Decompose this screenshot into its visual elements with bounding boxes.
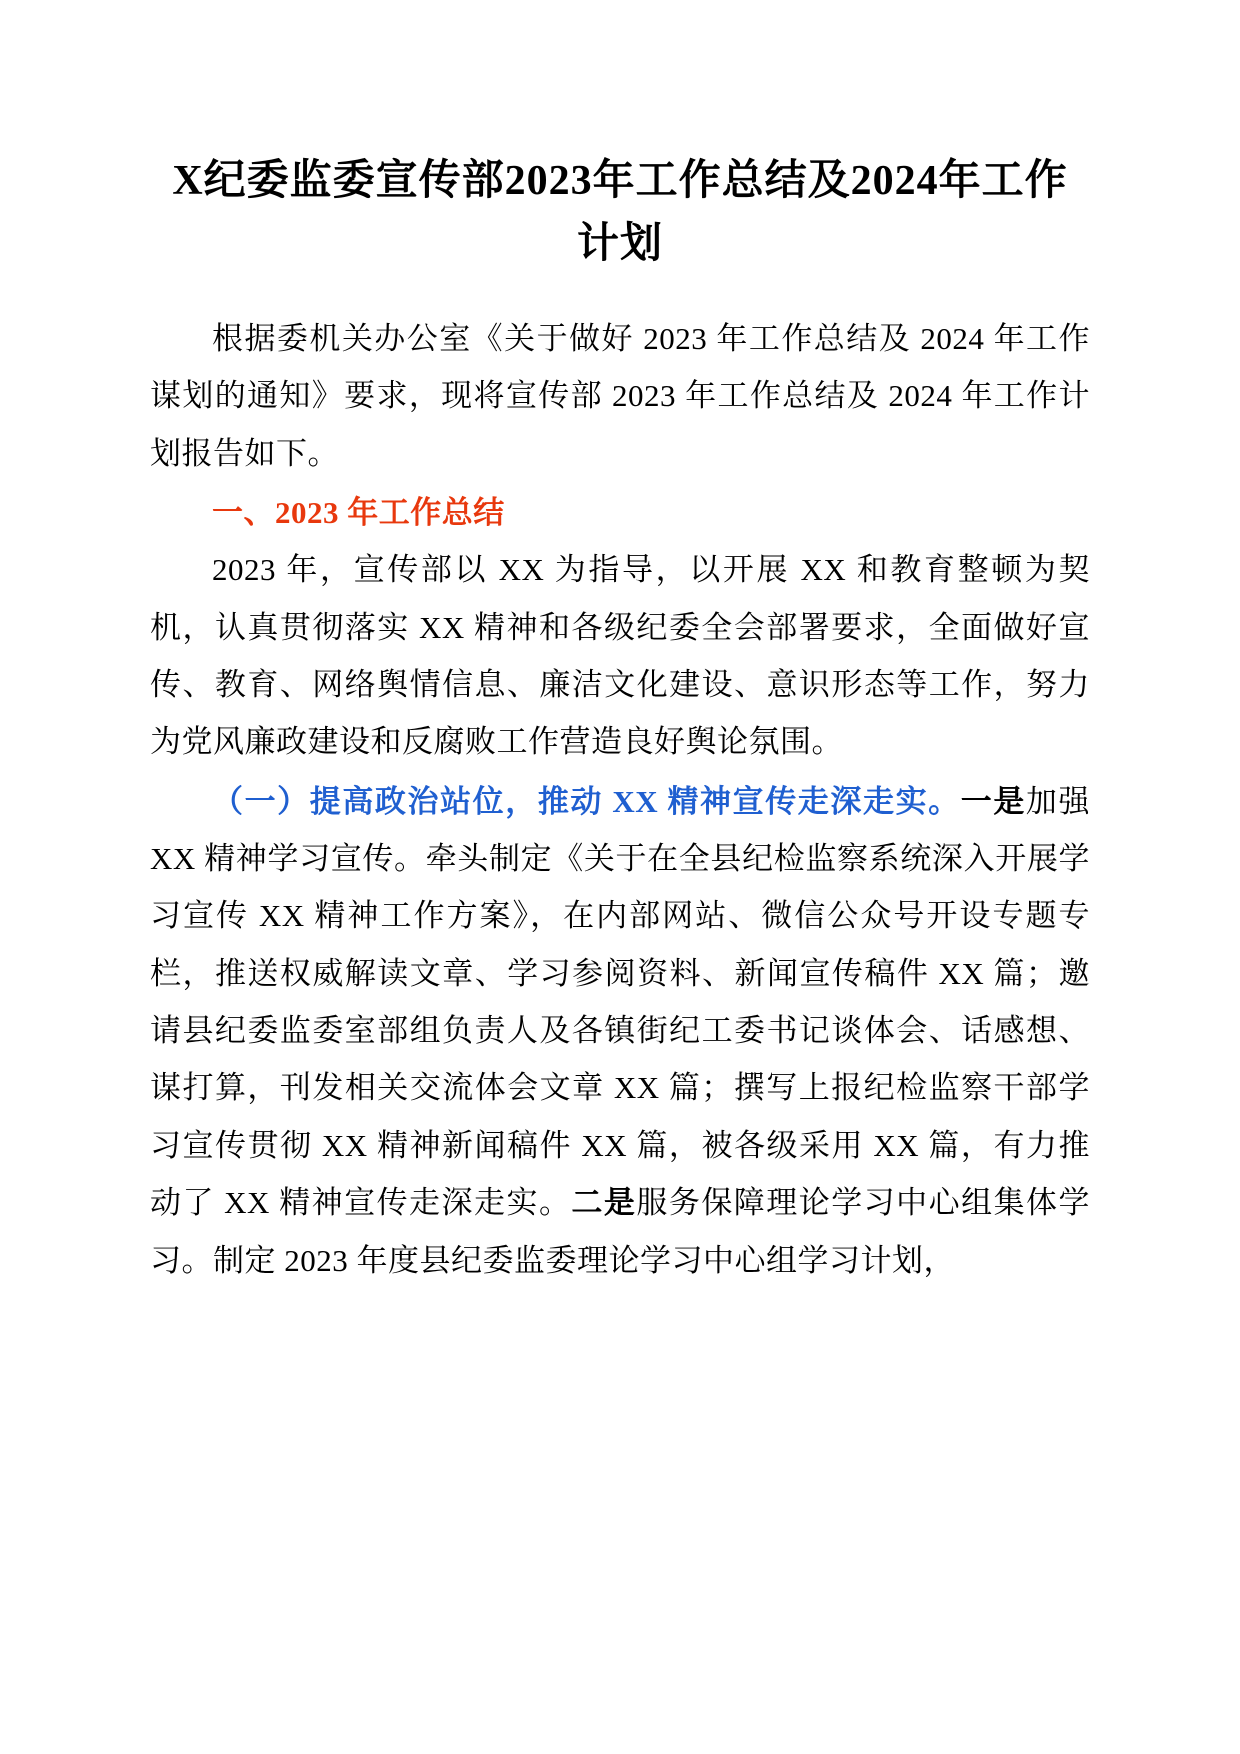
page-title: X纪委监委宣传部2023年工作总结及2024年工作计划: [172, 158, 1068, 267]
subsection-text-1a: 加强 XX 精神学习宣传。牵头制定《关于在全县纪检监察系统深入开展学习宣传 XX 精神工作方案》，在内部网站、微信公众号开设专题专栏，推送权威解读文章、学习参阅资料、新闻宣传稿件 XX 篇；邀请县纪委监委室部组负责人及各镇街纪工委书记谈体会、话感想、谋打算，刊发相关交流体会文章 XX 篇；撰写上报纪检监察干部学习宣传贯彻 XX 精神新闻稿件 XX 篇，被各级采用 XX 篇，有力推动了 XX 精神宣传走深走实。: [150, 783, 1091, 1221]
intro-paragraph: 根据委机关办公室《关于做好 2023 年工作总结及 2024 年工作谋划的通知》要求，现将宣传部 2023 年工作总结及 2024 年工作计划报告如下。: [150, 321, 1090, 471]
subsection-paragraph-1: [150, 773, 1090, 1289]
subsection-lead-1: 一是: [960, 783, 1026, 819]
section-heading-1: 一、2023 年工作总结: [212, 495, 505, 531]
subsection-text-1b: 服务保障理论学习中心组集体学习。制定 2023 年度县纪委监委理论学习中心组学习计划，: [150, 1185, 1091, 1278]
subsection-lead-2: 二是: [571, 1185, 637, 1221]
body-paragraph-1: 2023 年，宣传部以 XX 为指导，以开展 XX 和教育整顿为契机，认真贯彻落实 XX 精神和各级纪委全会部署要求，全面做好宣传、教育、网络舆情信息、廉洁文化建设、意识形态等工作，努力为党风廉政建设和反腐败工作营造良好舆论氛围。: [150, 552, 1090, 760]
subsection-heading-1: （一）提高政治站位，推动 XX 精神宣传走深走实。: [212, 783, 961, 819]
